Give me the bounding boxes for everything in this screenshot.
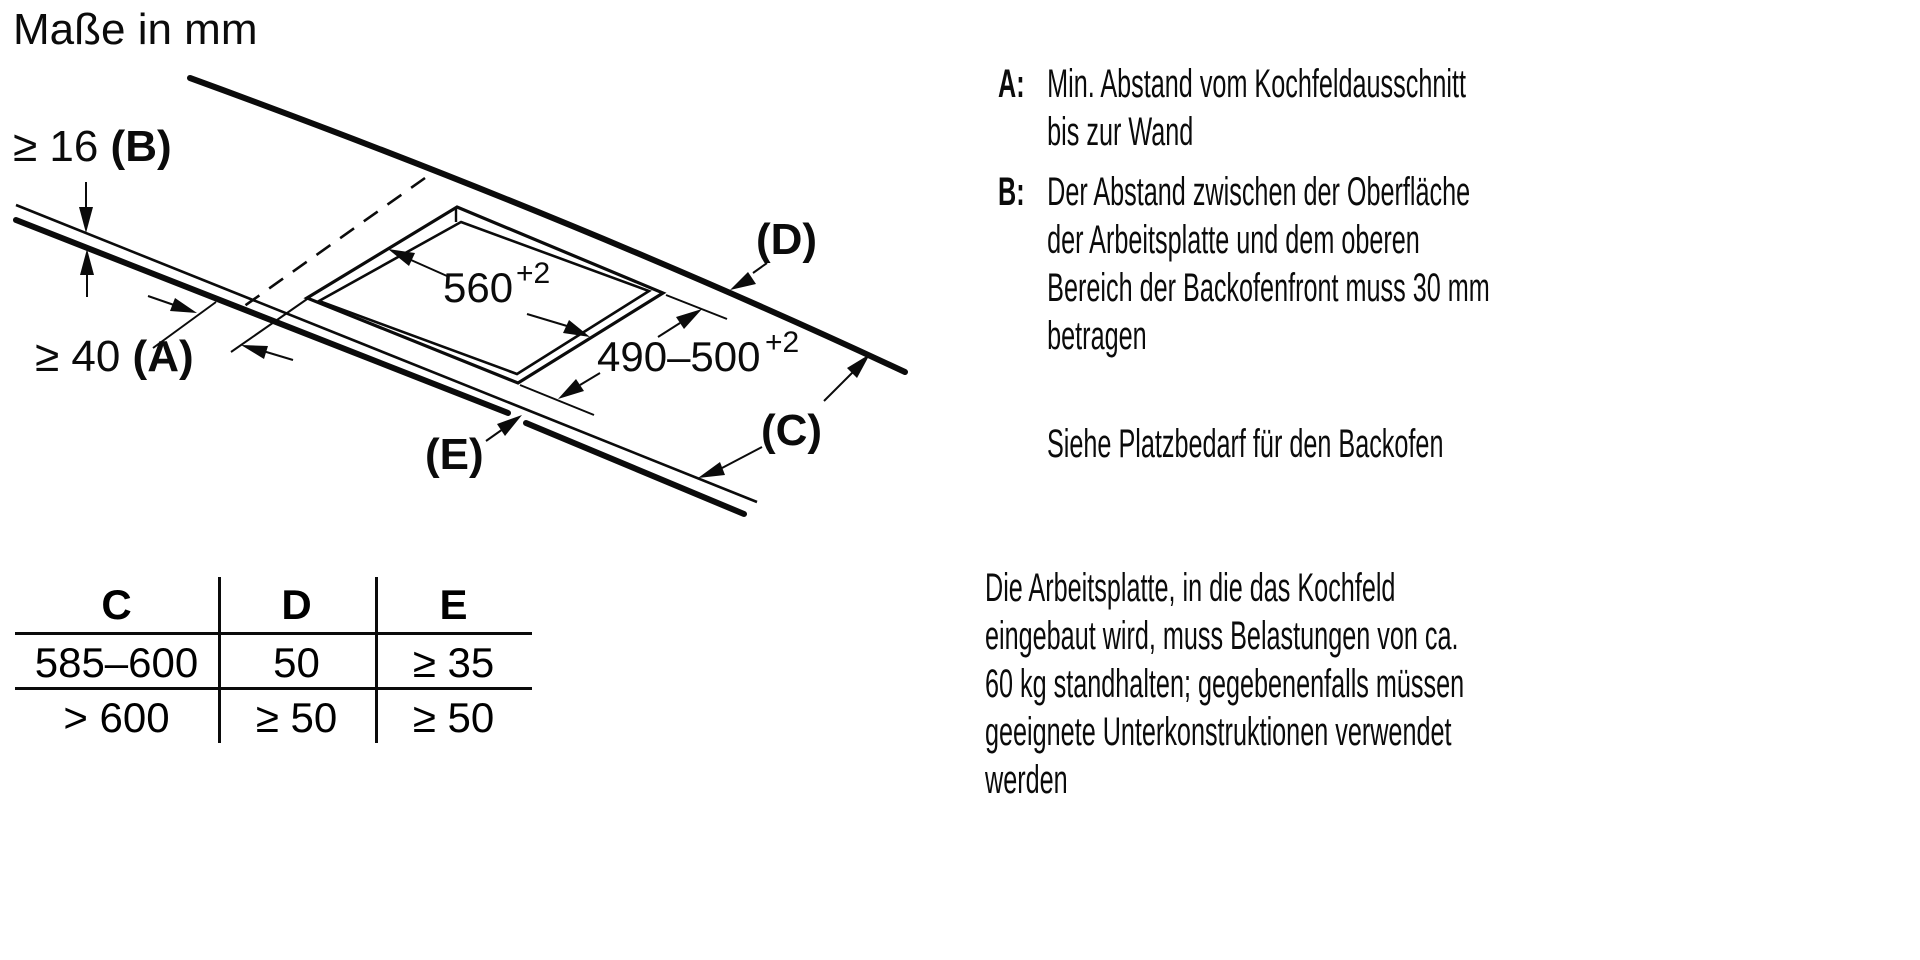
table-cell: 50	[273, 639, 320, 686]
table-header-row	[15, 579, 532, 631]
cutout-depth-tolerance: +2	[765, 326, 800, 359]
note-b-line: der Arbeitsplatte und dem oberen	[1047, 218, 1420, 262]
b-dimension-label: ≥ 16 (B)	[13, 122, 172, 171]
spec-table	[15, 577, 532, 745]
table-cell: > 600	[63, 694, 170, 741]
table-row	[15, 637, 532, 689]
table-row	[15, 692, 532, 744]
note-b-line: betragen	[1047, 314, 1147, 358]
installation-diagram	[0, 0, 960, 560]
paragraph-line: geeignete Unterkonstruktionen verwendet	[985, 710, 1452, 754]
paragraph-line: 60 kg standhalten; gegebenenfalls müssen	[985, 662, 1465, 706]
cutout-width-tolerance: +2	[516, 257, 551, 290]
note-b	[998, 168, 1490, 360]
table-cell: 585–600	[34, 639, 199, 686]
label-d: (D)	[756, 215, 818, 264]
paragraph-line: Die Arbeitsplatte, in die das Kochfeld	[985, 566, 1396, 610]
paragraph-line: werden	[985, 758, 1068, 802]
note-b-label: B:	[998, 170, 1025, 214]
note-a-line: Min. Abstand vom Kochfeldausschnitt	[1047, 62, 1466, 106]
note-b-line: Bereich der Backofenfront muss 30 mm	[1047, 266, 1490, 310]
label-e: (E)	[425, 430, 484, 479]
table-horizontal-rule-1	[15, 632, 532, 635]
worktop-load-paragraph	[985, 564, 1464, 804]
note-see-also	[1047, 420, 1443, 468]
table-cell: ≥ 50	[255, 694, 338, 741]
table-header-e: E	[439, 581, 468, 628]
d-leader-arrow	[730, 263, 767, 290]
note-a-label: A:	[998, 62, 1025, 106]
table-cell: ≥ 35	[412, 639, 495, 686]
note-a	[998, 60, 1466, 156]
table-cell: ≥ 50	[412, 694, 495, 741]
cutout-width-value: 560	[443, 264, 514, 311]
b-dimension-arrows	[79, 182, 94, 297]
table-header-d: D	[281, 581, 312, 628]
note-see-also-text: Siehe Platzbedarf für den Backofen	[1047, 422, 1444, 466]
table-header-c: C	[101, 581, 132, 628]
a-dimension-label: ≥ 40 (A)	[35, 332, 194, 381]
paragraph-line: eingebaut wird, muss Belastungen von ca.	[985, 614, 1459, 658]
note-b-line: Der Abstand zwischen der Oberfläche	[1047, 170, 1471, 214]
label-c: (C)	[761, 406, 823, 455]
note-a-line: bis zur Wand	[1047, 110, 1194, 154]
e-leader-arrow	[486, 415, 522, 441]
cutout-depth-value: 490–500	[597, 333, 761, 380]
page-title: Maße in mm	[13, 5, 258, 54]
